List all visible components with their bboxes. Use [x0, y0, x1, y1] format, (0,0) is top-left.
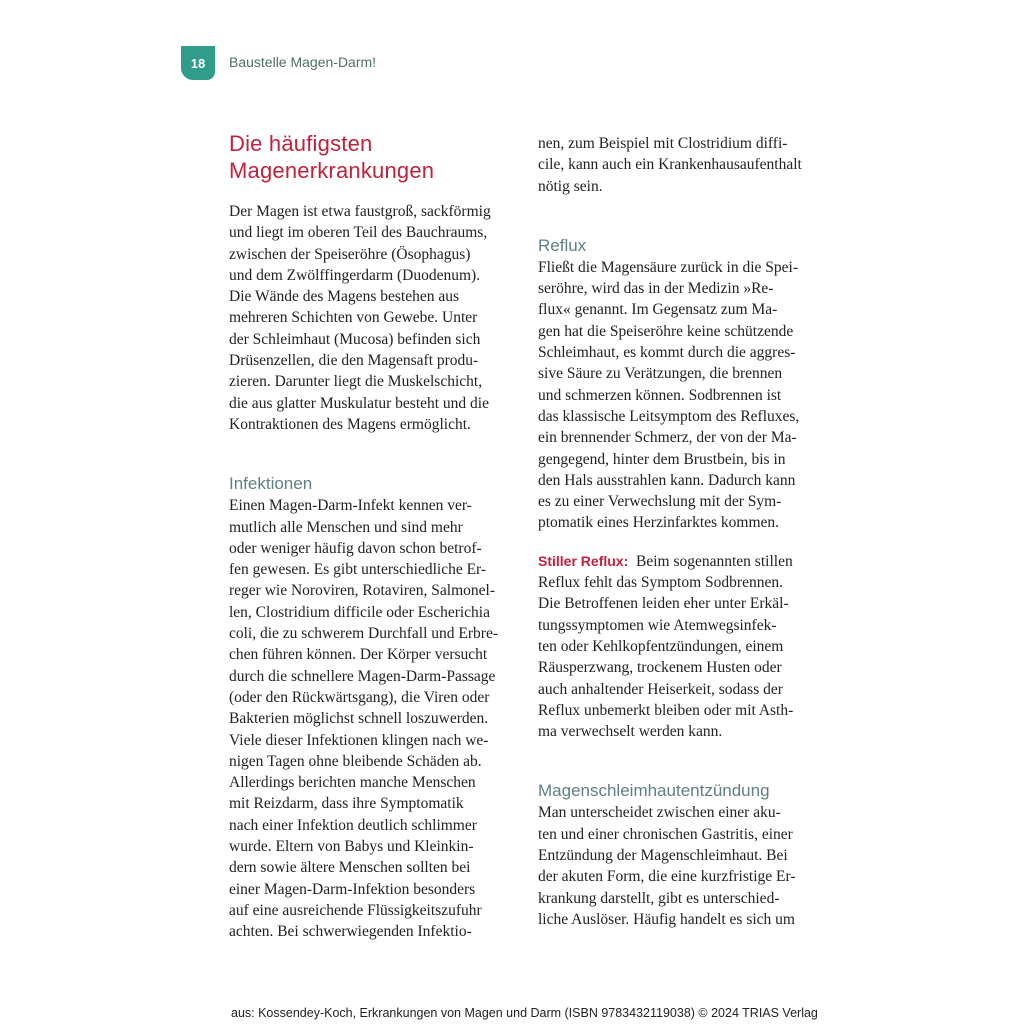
text-line: Der Magen ist etwa faustgroß, sackförmig: [229, 203, 491, 220]
text-line: dern sowie ältere Menschen sollten bei: [229, 859, 471, 877]
text-line: durch die schnellere Magen-Darm-Passage: [229, 667, 496, 685]
text-line: (oder den Rückwärtsgang), die Viren oder: [229, 688, 490, 706]
text-line: sive Säure zu Verätzungen, die brennen: [538, 365, 783, 383]
text-line: ptomatik eines Herzinfarktes kommen.: [538, 514, 780, 532]
stiller-reflux-label: Stiller Reflux:: [538, 552, 629, 569]
text-line: oder weniger häufig davon schon betrof-: [229, 539, 482, 557]
stiller-first-line: [538, 551, 828, 572]
text-line: nach einer Infektion deutlich schlimmer: [229, 816, 477, 834]
text-line: den Hals ausstrahlen kann. Dadurch kann: [538, 471, 796, 489]
text-line: Allerdings berichten manche Menschen: [229, 774, 476, 792]
text-line: der Schleimhaut (Mucosa) befinden sich: [229, 330, 481, 348]
text-line: und schmerzen können. Sodbrennen ist: [538, 386, 782, 404]
text-line: Entzündung der Magenschleimhaut. Bei: [538, 847, 788, 865]
text-line: zieren. Darunter liegt die Muskelschicht,: [229, 373, 483, 391]
intro-paragraph: [229, 201, 519, 435]
reflux-heading: Reflux: [538, 235, 587, 255]
text-line: gen hat die Speiseröhre keine schützende: [538, 322, 794, 340]
text-line: Einen Magen-Darm-Infekt kennen ver-: [229, 497, 472, 515]
continuation-paragraph: [538, 133, 828, 197]
text-line: Viele dieser Infektionen klingen nach we-: [229, 731, 489, 749]
running-head: Baustelle Magen-Darm!: [229, 54, 377, 70]
citation-footer: aus: Kossendey-Koch, Erkrankungen von Magen und Darm (ISBN 9783432119038) © 2024 TRIAS Verlag: [231, 1006, 818, 1020]
title-line: Die häufigsten: [229, 131, 373, 156]
text-line: ma verwechselt werden kann.: [538, 723, 723, 741]
text-line: coli, die zu schwerem Durchfall und Erbre-: [229, 625, 498, 643]
infektionen-heading: Infektionen: [229, 474, 313, 494]
text-line: mehreren Schichten von Gewebe. Unter: [229, 309, 478, 327]
text-line: fen gewesen. Es gibt unterschiedliche Er-: [229, 561, 487, 579]
text-line: Bakterien möglichst schnell loszuwerden.: [229, 710, 489, 728]
magenschleimhaut-heading: Magenschleimhautentzündung: [538, 781, 770, 801]
text-line: Fließt die Magensäure zurück in die Spei-: [538, 258, 798, 276]
text-line: die aus glatter Muskulatur besteht und die: [229, 394, 489, 412]
stiller-first-text: Beim sogenannten stillen: [636, 552, 793, 570]
page-number-badge: 18: [181, 46, 215, 80]
text-line: der akuten Form, die eine kurzfristige Er-: [538, 868, 796, 886]
infektionen-paragraph: [229, 495, 519, 942]
text-line: Räusperzwang, trockenem Husten oder: [538, 659, 782, 677]
text-line: Die Betroffenen leiden eher unter Erkäl-: [538, 595, 789, 613]
text-line: es zu einer Verwechslung mit der Sym-: [538, 493, 782, 511]
text-line: mutlich alle Menschen und sind mehr: [229, 518, 463, 536]
text-line: achten. Bei schwerwiegenden Infektio-: [229, 923, 472, 941]
text-line: Kontraktionen des Magens ermöglicht.: [229, 415, 471, 433]
text-line: liche Auslöser. Häufig handelt es sich um: [538, 910, 795, 928]
right-column: [538, 133, 828, 930]
text-line: nigen Tagen ohne bleibende Schäden ab.: [229, 752, 482, 770]
text-line: Man unterscheidet zwischen einer aku-: [538, 804, 781, 822]
text-line: Die Wände des Magens bestehen aus: [229, 288, 459, 306]
title-line: Magenerkrankungen: [229, 158, 435, 183]
section-title: [229, 130, 519, 184]
text-line: nen, zum Beispiel mit Clostridium diffi-: [538, 135, 788, 152]
text-line: ten und einer chronischen Gastritis, einer: [538, 825, 793, 843]
left-column: [229, 130, 519, 943]
text-line: nötig sein.: [538, 177, 603, 195]
text-line: len, Clostridium difficile oder Escherichia: [229, 603, 490, 621]
text-line: wurde. Eltern von Babys und Kleinkin-: [229, 838, 474, 856]
text-line: reger wie Noroviren, Rotaviren, Salmonel-: [229, 582, 495, 600]
text-line: Reflux unbemerkt bleiben oder mit Asth-: [538, 701, 794, 719]
text-line: und dem Zwölffingerdarm (Duodenum).: [229, 266, 481, 284]
magenschleimhaut-paragraph: [538, 802, 828, 930]
text-line: ein brennender Schmerz, der von der Ma-: [538, 429, 797, 447]
text-line: einer Magen-Darm-Infektion besonders: [229, 880, 476, 898]
text-line: chen führen können. Der Körper versucht: [229, 646, 488, 664]
text-line: krankung darstellt, gibt es unterschied-: [538, 889, 780, 907]
text-line: das klassische Leitsymptom des Refluxes,: [538, 407, 800, 425]
text-line: Schleimhaut, es kommt durch die aggres-: [538, 344, 796, 362]
text-line: auch anhaltender Heiserkeit, sodass der: [538, 680, 783, 698]
text-line: gengegend, hinter dem Brustbein, bis in: [538, 450, 786, 468]
reflux-paragraph: [538, 257, 828, 534]
stiller-reflux-paragraph: [538, 551, 828, 743]
text-line: tungssymptomen wie Atemwegsinfek-: [538, 616, 777, 634]
text-line: seröhre, wird das in der Medizin »Re-: [538, 280, 774, 298]
text-line: flux« genannt. Im Gegensatz zum Ma-: [538, 301, 778, 319]
text-line: und liegt im oberen Teil des Bauchraums,: [229, 224, 488, 242]
text-line: zwischen der Speiseröhre (Ösophagus): [229, 245, 471, 263]
text-line: cile, kann auch ein Krankenhausaufenthalt: [538, 156, 802, 174]
text-line: mit Reizdarm, dass ihre Symptomatik: [229, 795, 464, 813]
text-line: Reflux fehlt das Symptom Sodbrennen.: [538, 574, 783, 592]
text-line: Drüsenzellen, die den Magensaft produ-: [229, 352, 479, 370]
text-line: auf eine ausreichende Flüssigkeitszufuhr: [229, 901, 482, 919]
text-line: ten oder Kehlkopfentzündungen, einem: [538, 637, 784, 655]
